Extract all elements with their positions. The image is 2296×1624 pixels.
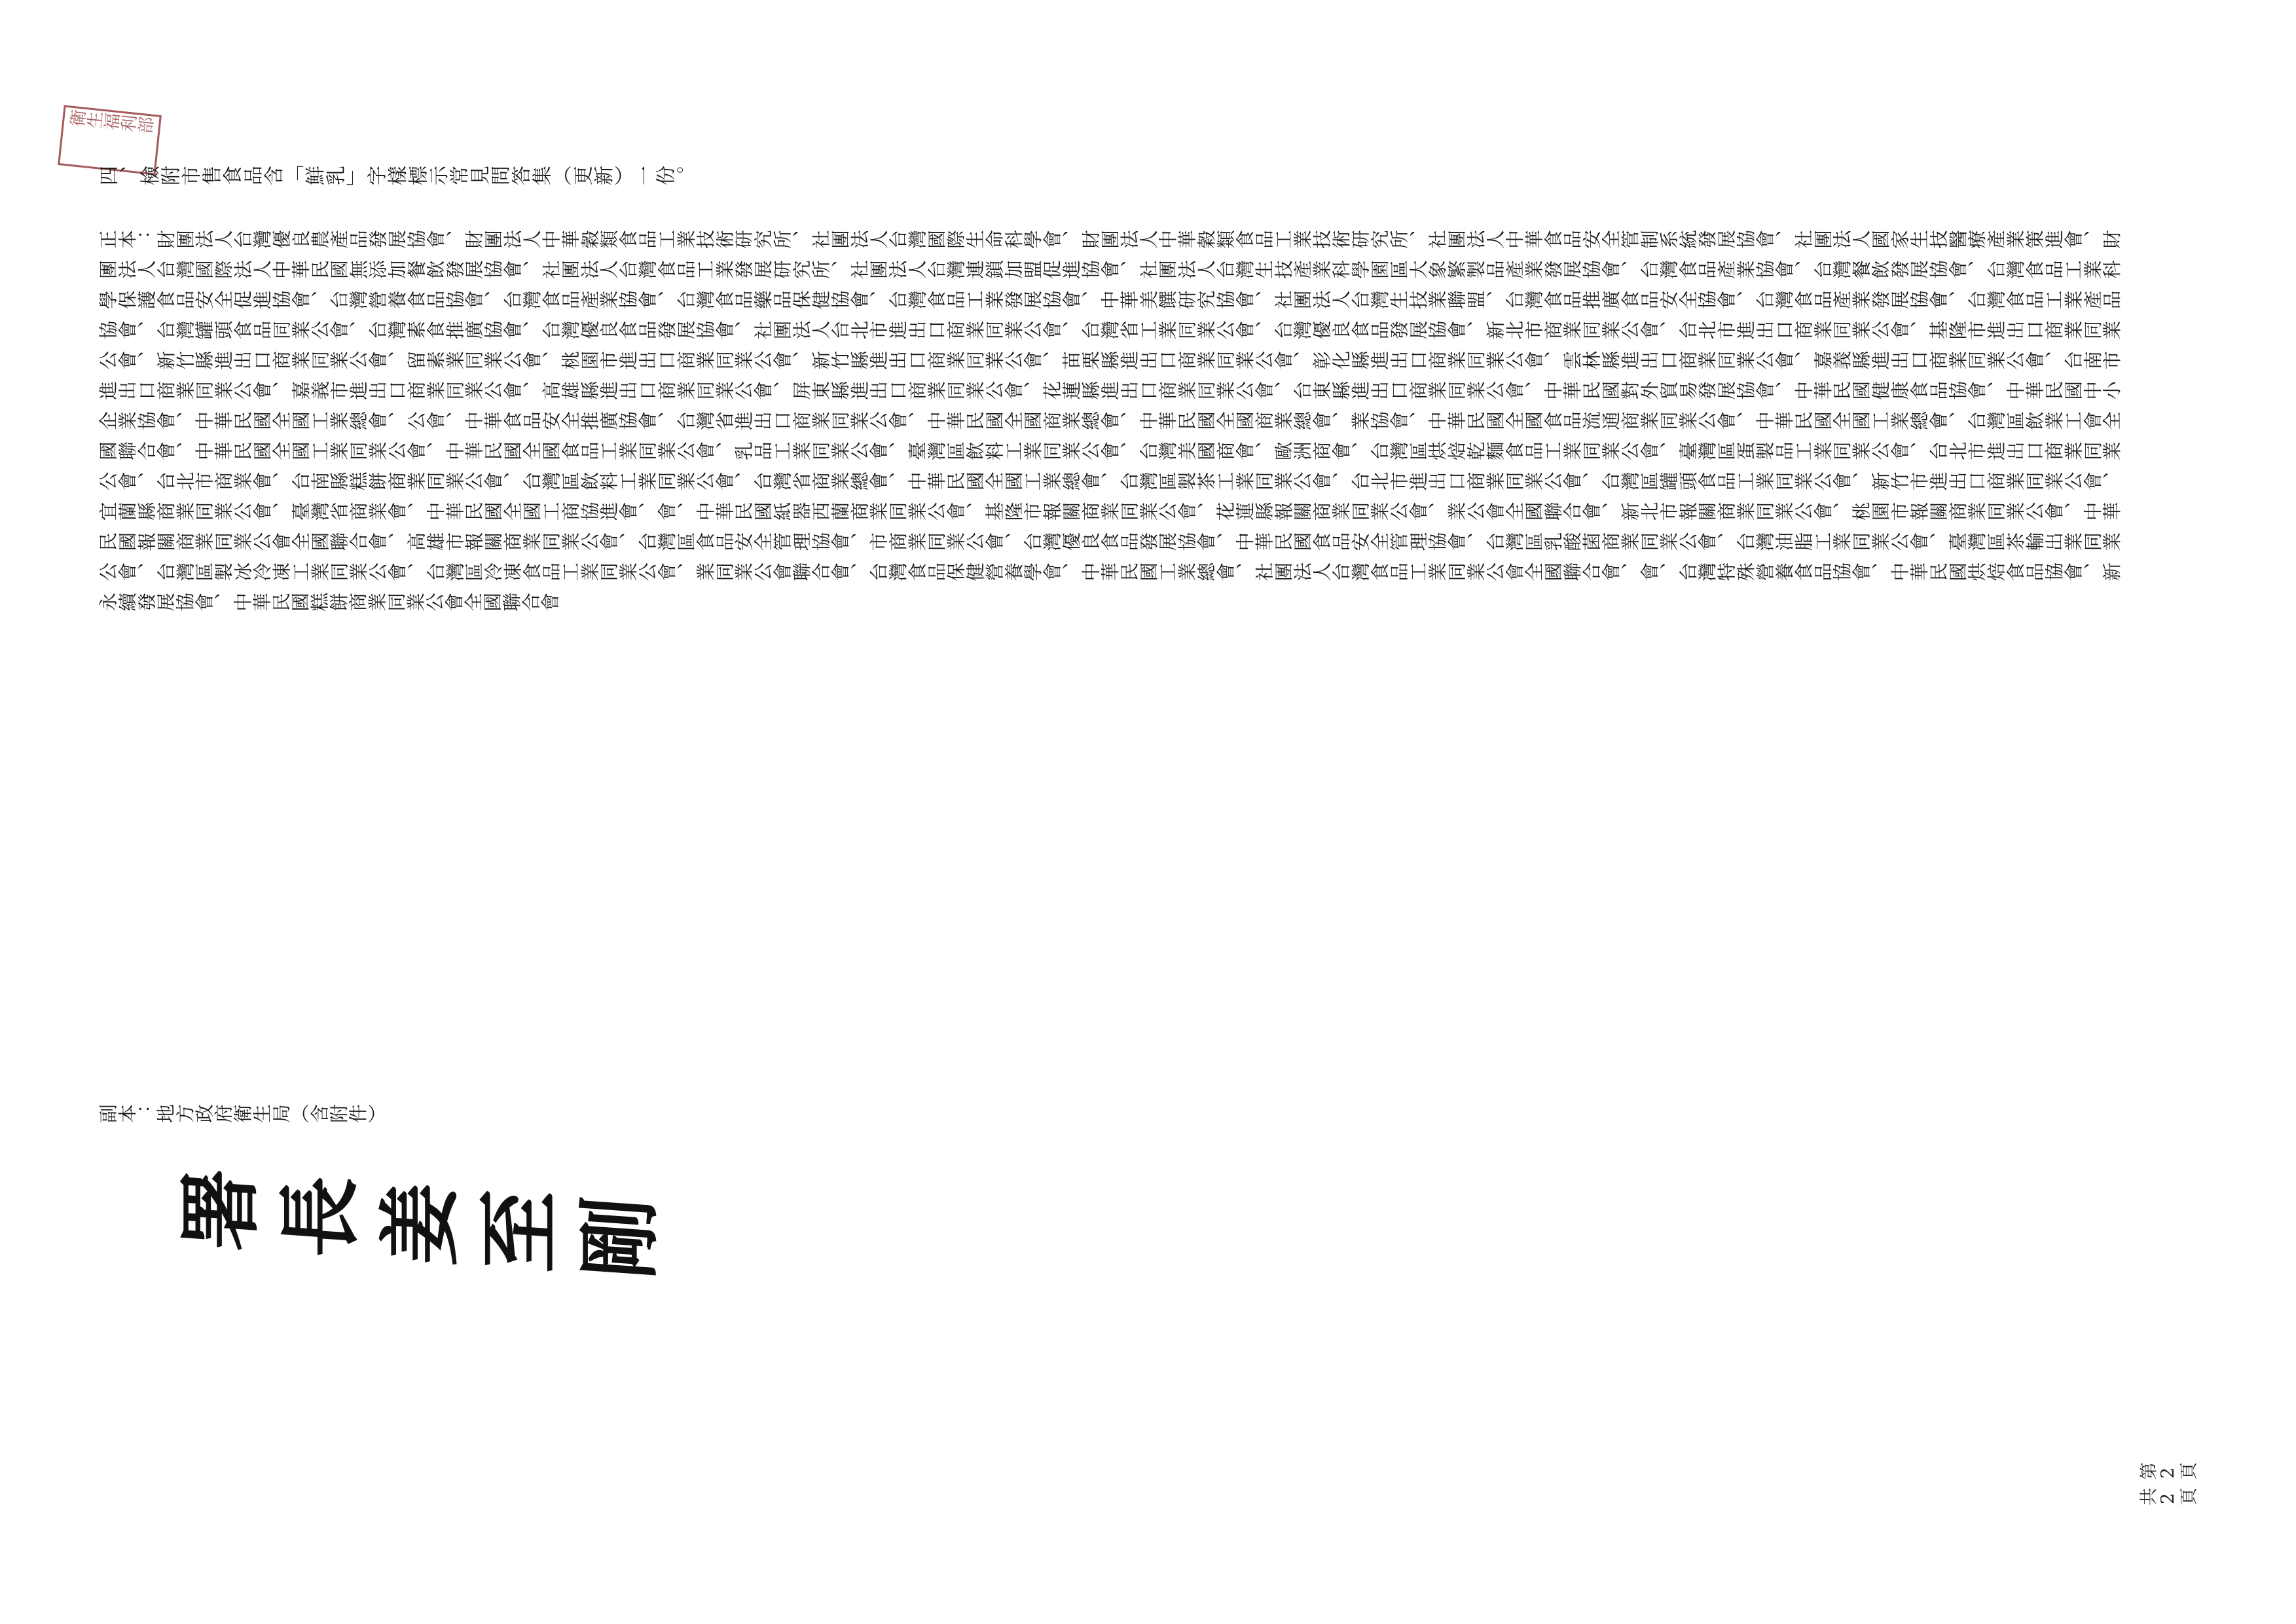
official-seal-stamp: 衛生福利部 bbox=[58, 105, 162, 175]
signature-block: 署長姜至剛 bbox=[177, 1166, 676, 1297]
page-footer bbox=[2139, 1460, 2198, 1511]
distribution-primary-label: 正本： bbox=[98, 230, 156, 251]
footer-page-number: 第2頁 bbox=[2139, 1463, 2198, 1483]
distribution-copy-label: 副本： bbox=[98, 1104, 156, 1126]
distribution-copy-list bbox=[98, 1100, 687, 1130]
footer-total-pages: 共2頁 bbox=[2139, 1488, 2198, 1509]
numbered-item-four: 四、檢附市售食品含「鮮乳」字樣標示常見問答集（更新）一份。 bbox=[98, 166, 697, 189]
distribution-copy-text: 地方政府衛生局（含附件） bbox=[156, 1104, 387, 1126]
distribution-primary-text: 財團法人台灣優良農產品發展協會、財團法人中華穀類食品工業技術研究所、社團法人台灣國際生命科學會、財團法人中華穀類食品工業技術研究所、社團法人中華食品安全管制系統發展協會、社團法人國家生技醫療產業策進會、財團法人台灣國際法人中華民國無添加餐飲發展協會、社團法人台灣食品工業發展研究所、社團法人台灣連鎖加盟促進協會、社團法人台灣生技產業科學園區大象繁製品產業發展協會、台灣食品產業協會、台灣餐飲發展協會、台灣食品工業科學保護食品安全促進協會、台灣營養食品協會、台灣食品產業協會、台灣食品藥品保健協會、台灣食品工業發展協會、中華美饌研究協會、社團法人台灣生技業聯盟、台灣食品推廣食品安全協會、台灣食品產業發展協會、台灣食品工業產品協會、台灣罐頭食品同業公會、台灣素食推廣協會、台灣優良食品發展協會、社團法人台北市進出口商業同業公會、台灣省工業同業公會、台灣優良食品發展協會、新北市商業同業公會、台北市進出口商業同業公會、基隆市進出口商業同業公會、新竹縣進出口商業同業公會、留素業同業公會、桃園市進出口商業同業公會、新竹縣進出口商業同業公會、苗栗縣進出口商業同業公會、彰化縣進出口商業同業公會、雲林縣進出口商業同業公會、嘉義縣進出口商業同業公會、台南市進出口商業同業公會、嘉義市進出口商業同業公會、高雄縣進出口商業同業公會、屏東縣進出口商業同業公會、花蓮縣進出口商業同業公會、台東縣進出口商業同業公會、中華民國對外貿易發展協會、中華民國健康食品協會、中華民國中小企業協會、中華民國全國工業總會、公會、中華食品安全推廣協會、台灣省進出口商業同業公會、中華民國全國商業總會、中華民國全國商業總會、業協會、中華民國全國食品流通商業同業公會、中華民國全國工業總會、台灣區飲業工會全國聯合會、中華民國全國工業同業公會、中華民國全國食品工業同業公會、乳品工業同業公會、臺灣區飲料工業同業公會、台灣美國商會、歐洲商會、台灣區烘焙乾麵食品工業同業公會、臺灣區蛋製品工業同業公會、台北市進出口商業同業公會、台北市商業會、台南縣糕餅商業同業公會、台灣區飲料工業同業公會、台灣省商業總會、中華民國全國工業總會、台灣區製茶工業同業公會、台北市進出口商業同業公會、台灣區罐頭食品工業同業公會、新竹市進出口商業同業公會、宜蘭縣商業同業公會、臺灣省商業會、中華民國全國工商協進會、會、中華民國紙器西蘭商業同業公會、基隆市報關商業同業公會、花蓮縣報關商業同業公會、業公會全國聯合會、新北市報關商業同業公會、桃園市報關商業同業公會、中華民國報關商業同業公會全國聯合會、高雄市報關商業同業公會、台灣區食品安全管理協會、市商業同業公會、台灣優良食品發展協會、中華民國食品安全管理協會、台灣區乳酸菌商業同業公會、台灣油脂工業同業公會、臺灣區茶輸出業同業公會、台灣區製冰冷凍工業同業公會、台灣區冷凍食品工業同業公會、業同業公會聯合會、台灣食品保健營養學會、中華民國工業總會、社團法人台灣食品工業同業公會全國聯合會、會、台灣特殊營養食品協會、中華民國烘焙食品協會、新永續發展協會、中華民國糕餅商業同業公會全國聯合會 bbox=[98, 230, 2121, 614]
distribution-primary-list bbox=[98, 226, 2121, 1071]
